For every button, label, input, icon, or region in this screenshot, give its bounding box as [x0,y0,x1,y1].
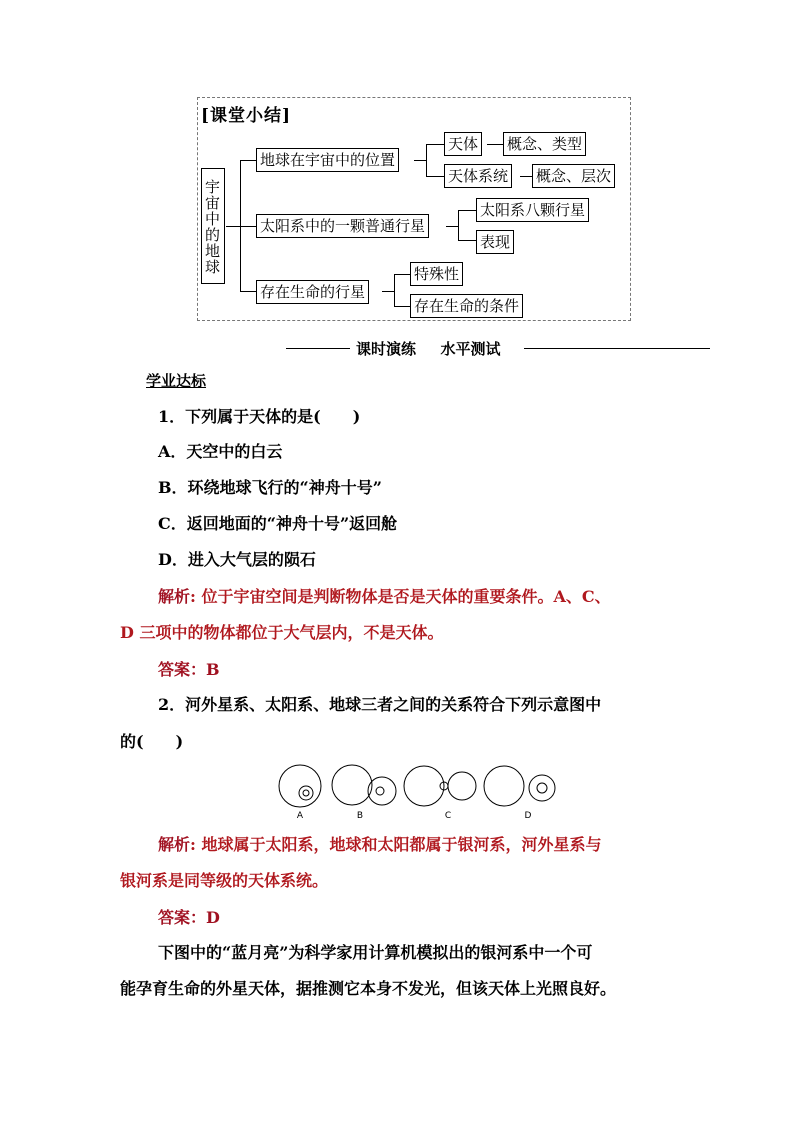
option-c-right-circle [448,772,476,800]
divider-left-text: 课时演练 [356,340,417,358]
q1-analysis-label: 解析 [158,587,191,606]
divider-label [356,338,501,359]
connector [446,226,458,227]
q1-option-d: D．进入大气层的陨石 [158,550,316,569]
option-d-large-circle [484,766,524,806]
section-heading: 学业达标 [146,372,207,390]
q1-stem: 1．下列属于天体的是( ) [158,407,361,426]
q1-analysis-line2: D 三项中的物体都位于大气层内，不是天体。 [120,623,444,642]
connector [414,160,426,161]
option-a-outer-circle [279,765,321,807]
option-c-left-circle [404,766,444,806]
q2-analysis-label: 解析 [158,835,191,854]
connector [458,210,459,240]
q1-answer [158,657,220,680]
q1-option-c: C．返回地面的“神舟十号”返回舱 [158,514,398,533]
q2-answer-value: D [206,908,220,927]
branch-node-position: 地球在宇宙中的位置 [256,148,399,172]
divider-line-right [524,348,710,349]
q2-stem-line2: 的( ) [120,732,184,751]
node-concept-level: 概念、层次 [532,164,615,188]
divider-line-left [286,348,350,349]
option-d-small-circle [529,775,555,801]
node-manifestation: 表现 [476,230,514,254]
fig-label-a: A [296,811,304,821]
fig-label-b: B [356,811,364,821]
option-b-small-circle [368,777,396,805]
q2-figure [270,764,560,822]
node-celestial-body: 天体 [444,132,482,156]
q1-option-a: A．天空中的白云 [158,442,283,461]
q2-analysis-line2: 银河系是同等级的天体系统。 [120,871,329,890]
q2-analysis-text: : 地球属于太阳系，地球和太阳都属于银河系，河外星系与 [190,835,602,854]
root-node: 宇宙中的地球 [201,168,225,284]
branch-node-planet: 太阳系中的一颗普通行星 [256,214,429,238]
connector [426,144,444,145]
connector [394,274,410,275]
divider-right-text: 水平测试 [440,340,501,358]
summary-title: [课堂小结] [201,106,292,126]
connector [458,240,476,241]
connector [426,176,444,177]
q2-answer [158,905,220,928]
q2-analysis-line1 [158,832,602,855]
passage-line2: 能孕育生命的外星天体，据推测它本身不发光，但该天体上光照良好。 [120,979,617,998]
node-life-conditions: 存在生命的条件 [410,294,523,318]
option-b-inner-circle [376,787,384,795]
option-b-large-circle [332,765,372,805]
node-concept-type: 概念、类型 [503,132,586,156]
node-eight-planets: 太阳系八颗行星 [476,198,589,222]
connector [382,291,394,292]
node-celestial-system: 天体系统 [444,164,512,188]
fig-label-d: D [524,811,532,821]
connector [226,226,240,227]
connector [240,226,256,227]
option-a-inner-circle [303,790,309,796]
connector [394,274,395,306]
q1-analysis-line1 [158,584,611,607]
option-d-inner-circle [537,783,547,793]
fig-label-c: C [444,811,452,821]
connector [240,291,256,292]
q1-answer-value: B [206,660,220,679]
q1-analysis-text: : 位于宇宙空间是判断物体是否是天体的重要条件。A、C、 [190,587,611,606]
branch-node-life: 存在生命的行星 [256,280,369,304]
connector [458,210,476,211]
q2-stem-line1: 2．河外星系、太阳系、地球三者之间的关系符合下列示意图中 [158,695,602,714]
q1-option-b: B．环绕地球飞行的“神舟十号” [158,478,382,497]
connector [394,306,410,307]
passage-line1: 下图中的“蓝月亮”为科学家用计算机模拟出的银河系中一个可 [158,943,593,962]
q2-answer-label: 答案： [158,908,207,927]
connector [426,144,427,176]
connector [520,176,532,177]
q1-answer-label: 答案： [158,660,207,679]
connector [487,144,503,145]
node-uniqueness: 特殊性 [410,262,463,286]
option-a-middle-circle [299,786,313,800]
connector [240,160,256,161]
